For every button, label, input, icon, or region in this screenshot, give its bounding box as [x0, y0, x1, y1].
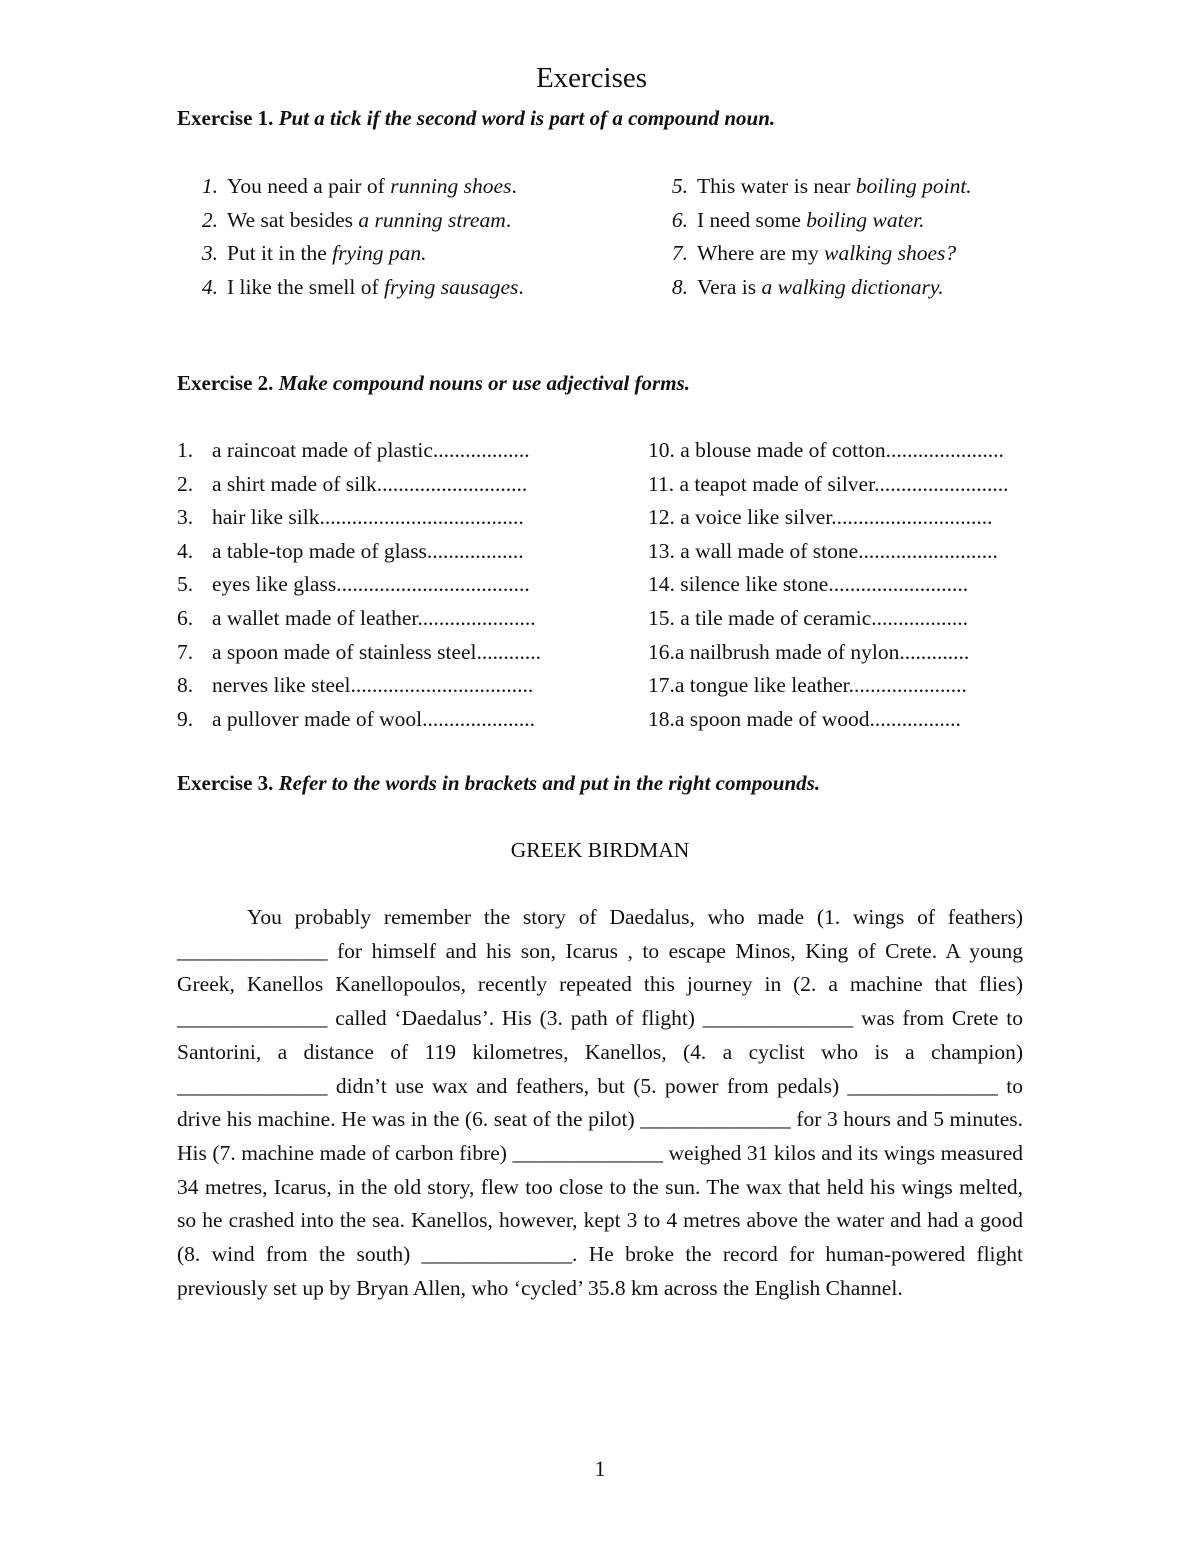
item-number: 6.	[177, 605, 194, 630]
item-text: a pullover made of wool.....................	[212, 706, 536, 731]
exercise-1-item	[660, 170, 972, 204]
item-number: 4.	[177, 538, 194, 563]
exercise-2-item: 16.a nailbrush made of nylon.............	[648, 639, 970, 664]
item-text: nerves like steel..................................	[212, 673, 534, 698]
exercise-2-item	[177, 501, 541, 535]
item-text: Vera is	[697, 274, 762, 299]
item-number: 2.	[177, 471, 194, 496]
item-text: You need a pair of	[227, 174, 391, 198]
item-emphasis: frying sausages	[384, 274, 519, 299]
item-text: This water is near	[697, 174, 856, 198]
exercise-2-right-list	[648, 434, 1008, 736]
item-number: 2.	[201, 207, 218, 232]
item-emphasis: running shoes	[390, 174, 512, 198]
item-text: Put it in the	[227, 241, 333, 266]
exercise-1-item	[190, 170, 524, 204]
item-emphasis: boiling water.	[806, 207, 925, 232]
story-heading: GREEK BIRDMAN	[510, 838, 690, 862]
exercise-2-left-list	[177, 434, 541, 736]
exercise-2-item: 18.a spoon made of wood.................	[648, 706, 961, 731]
exercise-2-item	[177, 568, 541, 602]
story-paragraph: You probably remember the story of Daedalus, who made (1. wings of feathers) ______________ for himself and his son, Icarus , to escape Minos, King of Crete. A young Greek, Kanellos Kanellopoulos, recently repeated this journey in (2. a machine that flies) ______________ called ‘Daedalus’. His (3. path of flight) ______________ was from Crete to Santorini, a distance of 119 kilometres, Kanellos, (4. a cyclist who is a champion) ______________ didn’t use wax and feathers, but (5. power from pedals) ______________ to drive his machine. He was in the (6. seat of the pilot) ______________ for 3 hours and 5 minutes. His (7. machine made of carbon fibre) ______________ weighed 31 kilos and its wings measured 34 metres, Icarus, in the old story, flew too close to the sun. The wax that held his wings melted, so he crashed into the sea. Kanellos, however, kept 3 to 4 metres above the water and had a good (8. wind from the south) ______________. He broke the record for human-powered flight previously set up by Bryan Allen, who ‘cycled’ 35.8 km across the English Channel.	[177, 905, 1023, 1300]
exercise-3-heading	[177, 771, 820, 796]
item-number: 7.	[671, 241, 688, 266]
exercise-2-item	[177, 669, 541, 703]
exercise-1-item	[660, 271, 972, 305]
story-paragraph-block	[177, 901, 1023, 1305]
exercise-2-item: 12. a voice like silver..............................	[648, 505, 993, 530]
item-emphasis: boiling point.	[855, 174, 972, 198]
exercise-1-item	[660, 204, 972, 238]
item-number: 1.	[177, 438, 194, 462]
item-text: a wallet made of leather......................	[212, 605, 536, 630]
item-number: 9.	[177, 706, 194, 731]
item-text: a table-top made of glass..................	[212, 538, 524, 563]
item-number: 7.	[177, 639, 194, 664]
exercise-2-item: 13. a wall made of stone..........................	[648, 538, 998, 563]
item-number: 5.	[671, 174, 688, 198]
exercise-1-heading	[177, 106, 775, 131]
exercise-1-item	[190, 204, 524, 238]
exercise-2-item	[177, 468, 541, 502]
item-tail: .	[511, 174, 517, 198]
exercise-1-item	[660, 237, 972, 271]
exercise-2-label: Exercise 2.	[177, 371, 274, 395]
exercise-1-right-list	[660, 170, 972, 304]
item-text: I need some	[697, 207, 807, 232]
exercise-2-item	[177, 602, 541, 636]
item-tail: .	[518, 274, 524, 299]
exercise-2-item: 17.a tongue like leather......................	[648, 673, 967, 698]
item-emphasis: walking shoes?	[824, 241, 957, 266]
exercise-1-item	[190, 271, 524, 305]
exercise-2-instruction: Make compound nouns or use adjectival forms.	[278, 371, 690, 395]
exercise-1-item	[190, 237, 524, 271]
item-emphasis: frying pan.	[332, 241, 427, 266]
exercise-2-item: 15. a tile made of ceramic..................	[648, 605, 969, 630]
item-text: eyes like glass....................................	[212, 572, 530, 597]
exercise-1-instruction: Put a tick if the second word is part of a compound noun.	[278, 106, 776, 130]
item-number: 8.	[177, 673, 194, 698]
item-text: a shirt made of silk............................	[212, 471, 528, 496]
item-emphasis: a walking dictionary.	[761, 274, 944, 299]
exercise-2-item	[177, 636, 541, 670]
item-text: a spoon made of stainless steel............	[212, 639, 542, 664]
item-text: hair like silk......................................	[212, 505, 524, 530]
item-number: 3.	[177, 505, 194, 530]
exercise-1-left-list	[190, 170, 524, 304]
page-title: Exercises	[535, 62, 648, 94]
exercise-2-item	[177, 434, 541, 468]
exercise-2-heading	[177, 371, 690, 396]
exercise-2-item: 10. a blouse made of cotton......................	[648, 438, 1004, 462]
item-tail: .	[505, 207, 512, 232]
page-number: 1	[594, 1456, 606, 1481]
item-text: I like the smell of	[227, 274, 385, 299]
item-number: 8.	[671, 274, 688, 299]
item-emphasis: a running stream	[358, 207, 506, 232]
item-number: 3.	[201, 241, 218, 266]
item-number: 4.	[201, 274, 218, 299]
item-text: a raincoat made of plastic..................	[212, 438, 530, 462]
exercise-2-item	[177, 703, 541, 737]
item-number: 6.	[671, 207, 688, 232]
item-number: 1.	[201, 174, 218, 198]
item-number: 5.	[177, 572, 194, 597]
exercise-2-item	[177, 535, 541, 569]
item-text: We sat besides	[227, 207, 359, 232]
exercise-3-instruction: Refer to the words in brackets and put in the right compounds.	[278, 771, 821, 795]
item-text: Where are my	[697, 241, 825, 266]
exercise-2-item: 11. a teapot made of silver.........................	[648, 471, 1009, 496]
exercise-2-item: 14. silence like stone..........................	[648, 572, 969, 597]
exercise-3-label: Exercise 3.	[177, 771, 274, 795]
exercise-1-label: Exercise 1.	[177, 106, 274, 130]
